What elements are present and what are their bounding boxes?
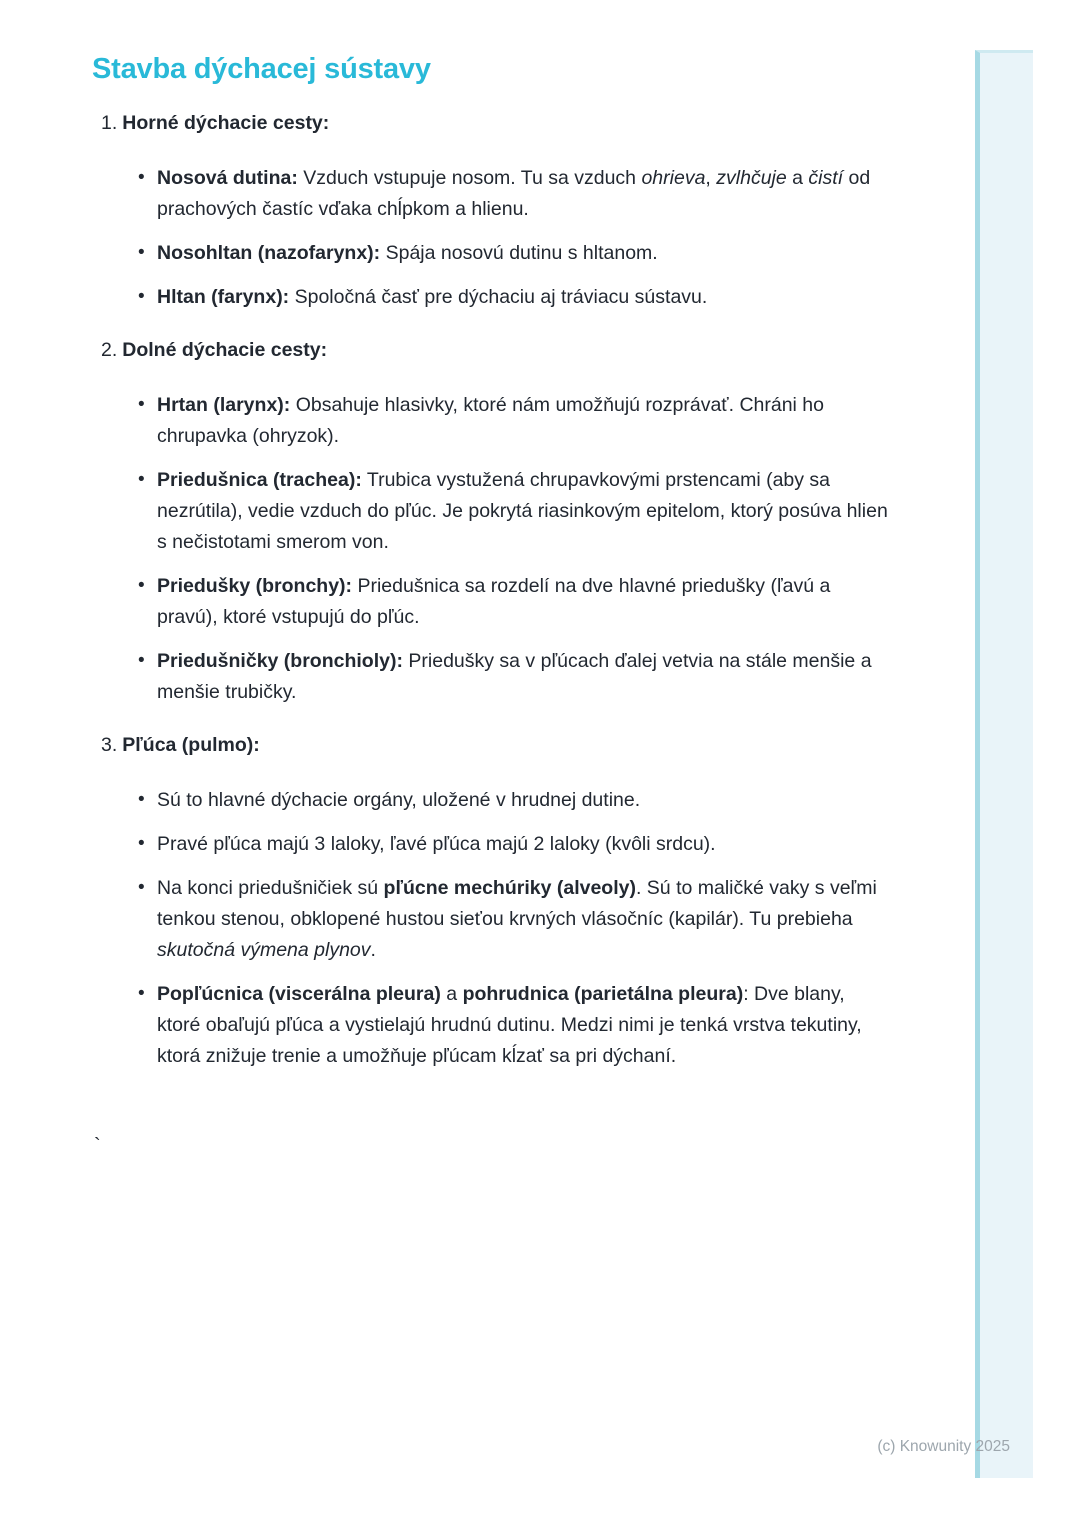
text-segment: Priedušnica sa rozdelí na dve hlavné priedušky (ľavú a pravú), ktoré vstupujú do pľúc. — [157, 575, 831, 628]
section-pluca — [92, 732, 892, 1072]
text-segment: Nosová dutina: — [157, 167, 298, 189]
text-segment: : Dve blany, ktoré obaľujú pľúca a vystielajú hrudnú dutinu. Medzi nimi je tenká vrstva tekutiny, ktorá znižuje trenie a umožňuje pľúcam kĺzať sa pri dýchaní. — [157, 983, 862, 1067]
section-heading — [101, 337, 892, 363]
text-segment: ohrieva — [641, 167, 706, 189]
bullet-list — [92, 163, 892, 313]
bullet-icon: • — [138, 789, 145, 810]
text-segment: Priedušky sa v pľúcach ďalej vetvia na stále menšie a menšie trubičky. — [157, 650, 872, 703]
stray-backtick: ` — [94, 1135, 101, 1157]
text-segment: Pravé pľúca majú 3 laloky, ľavé pľúca majú 2 laloky (kvôli srdcu). — [157, 833, 716, 855]
document-content — [92, 0, 892, 1072]
text-segment: Vzduch vstupuje nosom. Tu sa vzduch — [297, 167, 642, 189]
bullet-icon: • — [138, 983, 145, 1004]
text-segment: skutočná výmena plynov — [157, 939, 371, 961]
list-item-nosohltan — [92, 238, 892, 269]
list-item-nosova-dutina — [92, 163, 892, 225]
text-segment: a — [440, 983, 463, 1005]
text-segment: pľúcne mechúriky (alveoly) — [383, 877, 636, 899]
section-title-text: Pľúca (pulmo): — [122, 734, 260, 756]
copyright-footer: (c) Knowunity 2025 — [877, 1438, 1010, 1455]
list-item-priedusky — [92, 571, 892, 633]
list-item-hrtan — [92, 390, 892, 452]
bullet-list — [92, 390, 892, 708]
text-segment: Priedušnica (trachea): — [157, 469, 362, 491]
text-segment: Hltan (farynx): — [157, 286, 290, 308]
bullet-icon: • — [138, 242, 145, 263]
bullet-icon: • — [138, 650, 145, 671]
page-title: Stavba dýchacej sústavy — [92, 53, 431, 85]
text-segment: Sú to hlavné dýchacie orgány, uložené v hrudnej dutine. — [157, 789, 641, 811]
list-item-priedusnicky — [92, 646, 892, 708]
section-title-text: Dolné dýchacie cesty: — [122, 339, 328, 361]
text-segment: pohrudnica (parietálna pleura) — [462, 983, 744, 1005]
list-item-hlavne-organy — [92, 785, 892, 816]
section-dolne-dychacie-cesty — [92, 337, 892, 708]
side-stripe — [975, 50, 1033, 1478]
section-heading — [101, 110, 892, 136]
text-segment: Nosohltan (nazofarynx): — [157, 242, 381, 264]
bullet-icon: • — [138, 286, 145, 307]
text-segment: zvlhčuje — [716, 167, 787, 189]
text-segment: a — [786, 167, 809, 189]
text-segment: Spoločná časť pre dýchaciu aj tráviacu sústavu. — [289, 286, 708, 308]
section-number: 1. — [101, 112, 118, 134]
bullet-icon: • — [138, 877, 145, 898]
text-segment: Na konci priedušničiek sú — [157, 877, 384, 899]
bullet-icon: • — [138, 575, 145, 596]
list-item-alveoly — [92, 873, 892, 966]
text-segment: čistí — [808, 167, 844, 189]
text-segment: Obsahuje hlasivky, ktoré nám umožňujú rozprávať. Chráni ho chrupavka (ohryzok). — [157, 394, 824, 447]
text-segment: Hrtan (larynx): — [157, 394, 291, 416]
section-heading — [101, 732, 892, 758]
bullet-list — [92, 785, 892, 1072]
text-segment: Spája nosovú dutinu s hltanom. — [380, 242, 658, 264]
text-segment: Priedušničky (bronchioly): — [157, 650, 403, 672]
text-segment: , — [705, 167, 717, 189]
bullet-icon: • — [138, 167, 145, 188]
list-item-pleury — [92, 979, 892, 1072]
text-segment: Popľúcnica (viscerálna pleura) — [157, 983, 441, 1005]
bullet-icon: • — [138, 833, 145, 854]
section-horne-dychacie-cesty — [92, 110, 892, 313]
text-segment: . — [370, 939, 376, 961]
text-segment: . Sú to maličké vaky s veľmi tenkou stenou, obklopené hustou sieťou krvných vlásočníc (kapilár). Tu prebieha — [157, 877, 877, 930]
bullet-icon: • — [138, 394, 145, 415]
text-segment: od prachových častíc vďaka chĺpkom a hlienu. — [157, 167, 871, 220]
list-item-priedusnica — [92, 465, 892, 558]
list-item-laloky — [92, 829, 892, 860]
section-number: 2. — [101, 339, 118, 361]
bullet-icon: • — [138, 469, 145, 490]
section-title-text: Horné dýchacie cesty: — [122, 112, 330, 134]
section-number: 3. — [101, 734, 118, 756]
text-segment: Priedušky (bronchy): — [157, 575, 353, 597]
list-item-hltan — [92, 282, 892, 313]
text-segment: Trubica vystužená chrupavkovými prstencami (aby sa nezrútila), vedie vzduch do pľúc. Je pokrytá riasinkovým epitelom, ktorý posúva hlien s nečistotami smerom von. — [157, 469, 888, 553]
